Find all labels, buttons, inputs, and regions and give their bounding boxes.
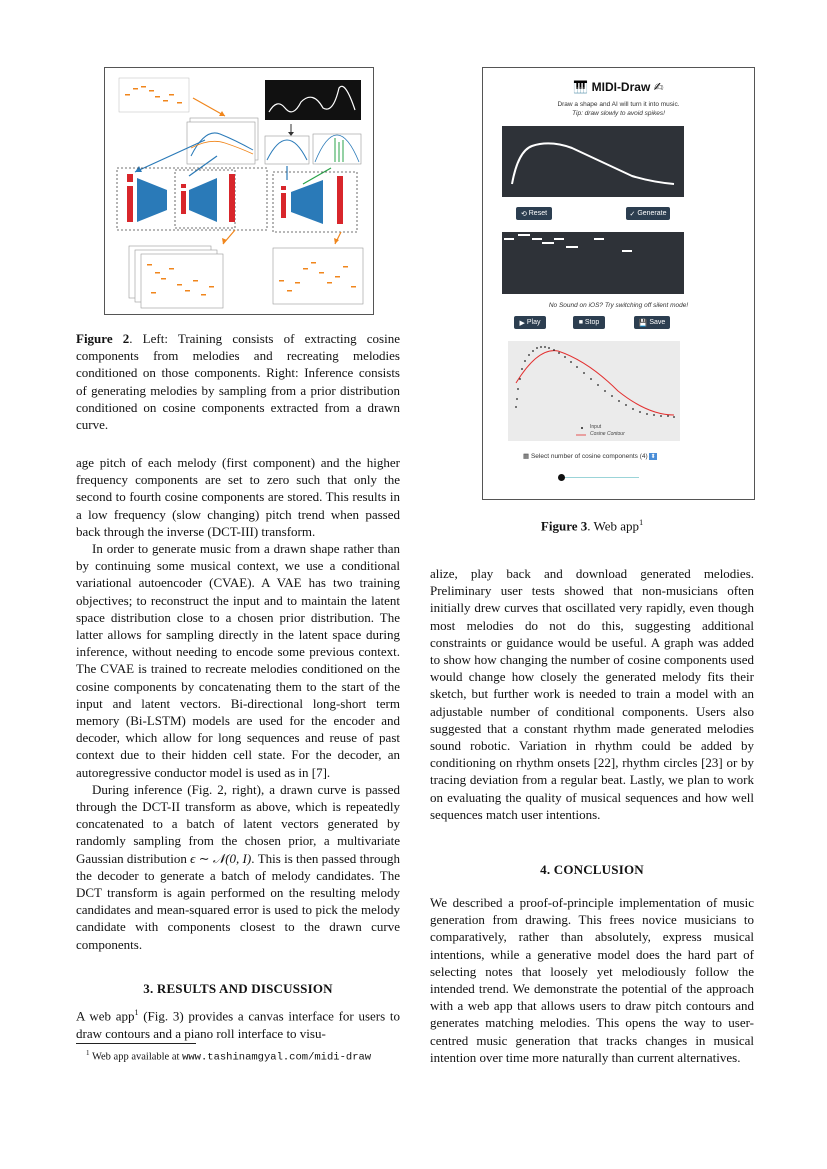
inference-decoder (273, 172, 357, 232)
paragraph-text: During inference (Fig. 2, right), a drawn curve is passed through the DCT-II transform as above, which is repeatedly concatenated to a batch of latent vectors generated by randomly sampling from the chosen prior, a multivariate Gaussian distribution (76, 781, 400, 866)
legend-input: Input (590, 424, 602, 430)
piano-roll-notes (502, 232, 684, 294)
play-button[interactable] (514, 316, 546, 329)
section-heading-4: 4. CONCLUSION (540, 862, 644, 877)
footnote-ref: 1 (134, 1008, 139, 1017)
footnote-rule (76, 1043, 196, 1044)
figure-3-label: Figure 3 (540, 518, 588, 534)
paragraph: We described a proof-of-principle implementation of music generation from drawing. This frees novice musicians to comparatively, rather than absolutely, express musical intentions, while a generative model does the hard part of selecting notes that loosely yet melodiously follow the intended trend. We demonstrate the potential of the approach with a web app that allows users to draw pitch contours and generates matching melodies. This opens the way to user-centred music generation that tracks changes in musical intention over time more naturally than current alternatives. (430, 895, 754, 1065)
generate-button[interactable] (626, 207, 670, 220)
paragraph-text: . This is then passed through the decoder to generate a batch of melody candidates. The DCT transform is again performed on the resulting melody candidates and mean-squared error is used to pick the melody candidate with components closest to the drawn curve components. (76, 850, 401, 952)
footnote-number: 1 (86, 1049, 90, 1057)
stop-icon: ■ (578, 319, 585, 326)
app-tip: Tip: draw slowly to avoid spikes! (572, 110, 665, 117)
cosine-slider[interactable] (559, 473, 639, 483)
app-header (483, 80, 754, 94)
reset-icon: ⟲ (520, 210, 529, 218)
training-melody-roll (119, 78, 189, 112)
drawn-curve (502, 126, 684, 197)
figure-3-caption (430, 514, 754, 535)
drawn-curve-panel (265, 80, 361, 120)
section-heading-3: 3. RESULTS AND DISCUSSION (143, 981, 333, 996)
contour-graph (508, 341, 680, 441)
reset-button-label: Reset (528, 210, 548, 217)
figure-3-footnote-mark: 1 (639, 518, 644, 527)
generate-button-label: Generate (637, 210, 667, 217)
save-button-label: Save (649, 319, 666, 326)
left-column (76, 454, 400, 953)
figure-2-label: Figure 2 (76, 331, 130, 346)
figure-2-svg (105, 68, 373, 314)
figure-2-caption (76, 330, 400, 433)
writing-hand-icon: ✍ (653, 80, 664, 94)
drawing-canvas[interactable] (502, 126, 684, 197)
stop-button-label: Stop (584, 319, 600, 326)
generate-icon: ✓ (629, 210, 638, 218)
play-icon: ▶ (519, 319, 527, 327)
app-title: MIDI-Draw (591, 80, 651, 94)
stop-button[interactable] (573, 316, 605, 329)
app-subtitle: Draw a shape and AI will turn it into music. (557, 101, 680, 108)
paragraph: alize, play back and download generated melodies. Preliminary user tests showed that non-musicians often initially drew curves that oscillated very rapidly, even though most melodies do not do this, suggesting additional constraints or guidance would be useful. A graph was added to show how changing the number of cosine components used would change how closely the generated melody fits their sketch, but further work is needed to train a model with an adjustable number of conditional components. Users also suggested that a constant rhythm made generated melodies sound robotic. Variation in rhythm could be added by conditioning on rhythm onsets [22], rhythm circles [23] or by tracing deviation from a regular beat. Lastly, we plan to work on evaluating the quality of musical sequences and how well sequences match user intentions. (430, 566, 754, 822)
generated-melody (273, 248, 363, 304)
cosine-select-label: Select number of cosine components (4) (530, 453, 648, 460)
legend-cosine: Cosine Contour (590, 431, 625, 437)
play-button-label: Play (526, 319, 541, 326)
footnote-url[interactable]: www.tashinamgyal.com/midi-draw (182, 1051, 372, 1064)
reset-button[interactable] (516, 207, 552, 220)
piano-icon: 🎹 (573, 80, 589, 94)
paragraph (76, 1004, 400, 1042)
cosine-select-row (523, 452, 723, 460)
paragraph-text: A web app (76, 1008, 135, 1024)
math-expression: ϵ ∼ 𝒩(0, I) (190, 850, 252, 866)
cosine-plot (187, 118, 258, 164)
save-icon: 💾 (638, 319, 650, 327)
chart-icon: ▦ (523, 453, 531, 460)
slider-track (559, 477, 639, 478)
paragraph: age pitch of each melody (first component) and the higher frequency components are set to zero such that only the second to fourth cosine components are stored. This results in a low frequency (slow changing) pitch trend when passed back through the inverse (DCT-III) transform. (76, 455, 400, 539)
footnote-text: Web app available at (91, 1051, 183, 1063)
spinner-icon[interactable]: ⬍ (650, 454, 656, 460)
arrow (193, 98, 225, 116)
paragraph: In order to generate music from a drawn shape rather than by continuing some musical context, we use a conditional variational autoencoder (CVAE). A VAE has two training objectives; to reconstruct the input and to maintain the latent space distribution close to a chosen prior distribution. The latter allows for sampling directly in the latent space during inference, without needing to encode some previous context. The CVAE is trained to recreate melodies conditioned on the cosine components by concatenating them to the start of the input and latent vectors. Bi-directional long-short term memory (Bi-LSTM) models are used for the encoder and decoder, which allow for long sequences and reuse of past context due to their hidden cell state. For the decoder, an autoregressive conductor model is used as in [7]. (76, 541, 400, 780)
figure-3-caption-text: . Web app (587, 518, 640, 534)
figure-3-web-app (482, 67, 755, 500)
piano-roll (502, 232, 684, 294)
paragraph-text: (Fig. 3) provides a canvas interface for users to draw contours and a piano roll interface to visu- (76, 1008, 400, 1041)
save-button[interactable] (634, 316, 670, 329)
reconstructed-melodies (129, 246, 223, 308)
training-cvae (117, 168, 267, 230)
figure-2-diagram (104, 67, 374, 315)
ios-note: No Sound on iOS? Try switching off silent mode! (548, 302, 689, 309)
footnote (86, 1047, 406, 1065)
prior-plots (265, 134, 361, 164)
figure-2-caption-text: . Left: Training consists of extracting cosine components from melodies and recreating melodies conditioned on those components. Right: Inference consists of generating melodies by sampling from a prior distribution conditioned on cosine components extracted from a drawn curve. (76, 331, 400, 433)
paragraph (76, 781, 400, 953)
slider-handle[interactable] (558, 474, 565, 481)
